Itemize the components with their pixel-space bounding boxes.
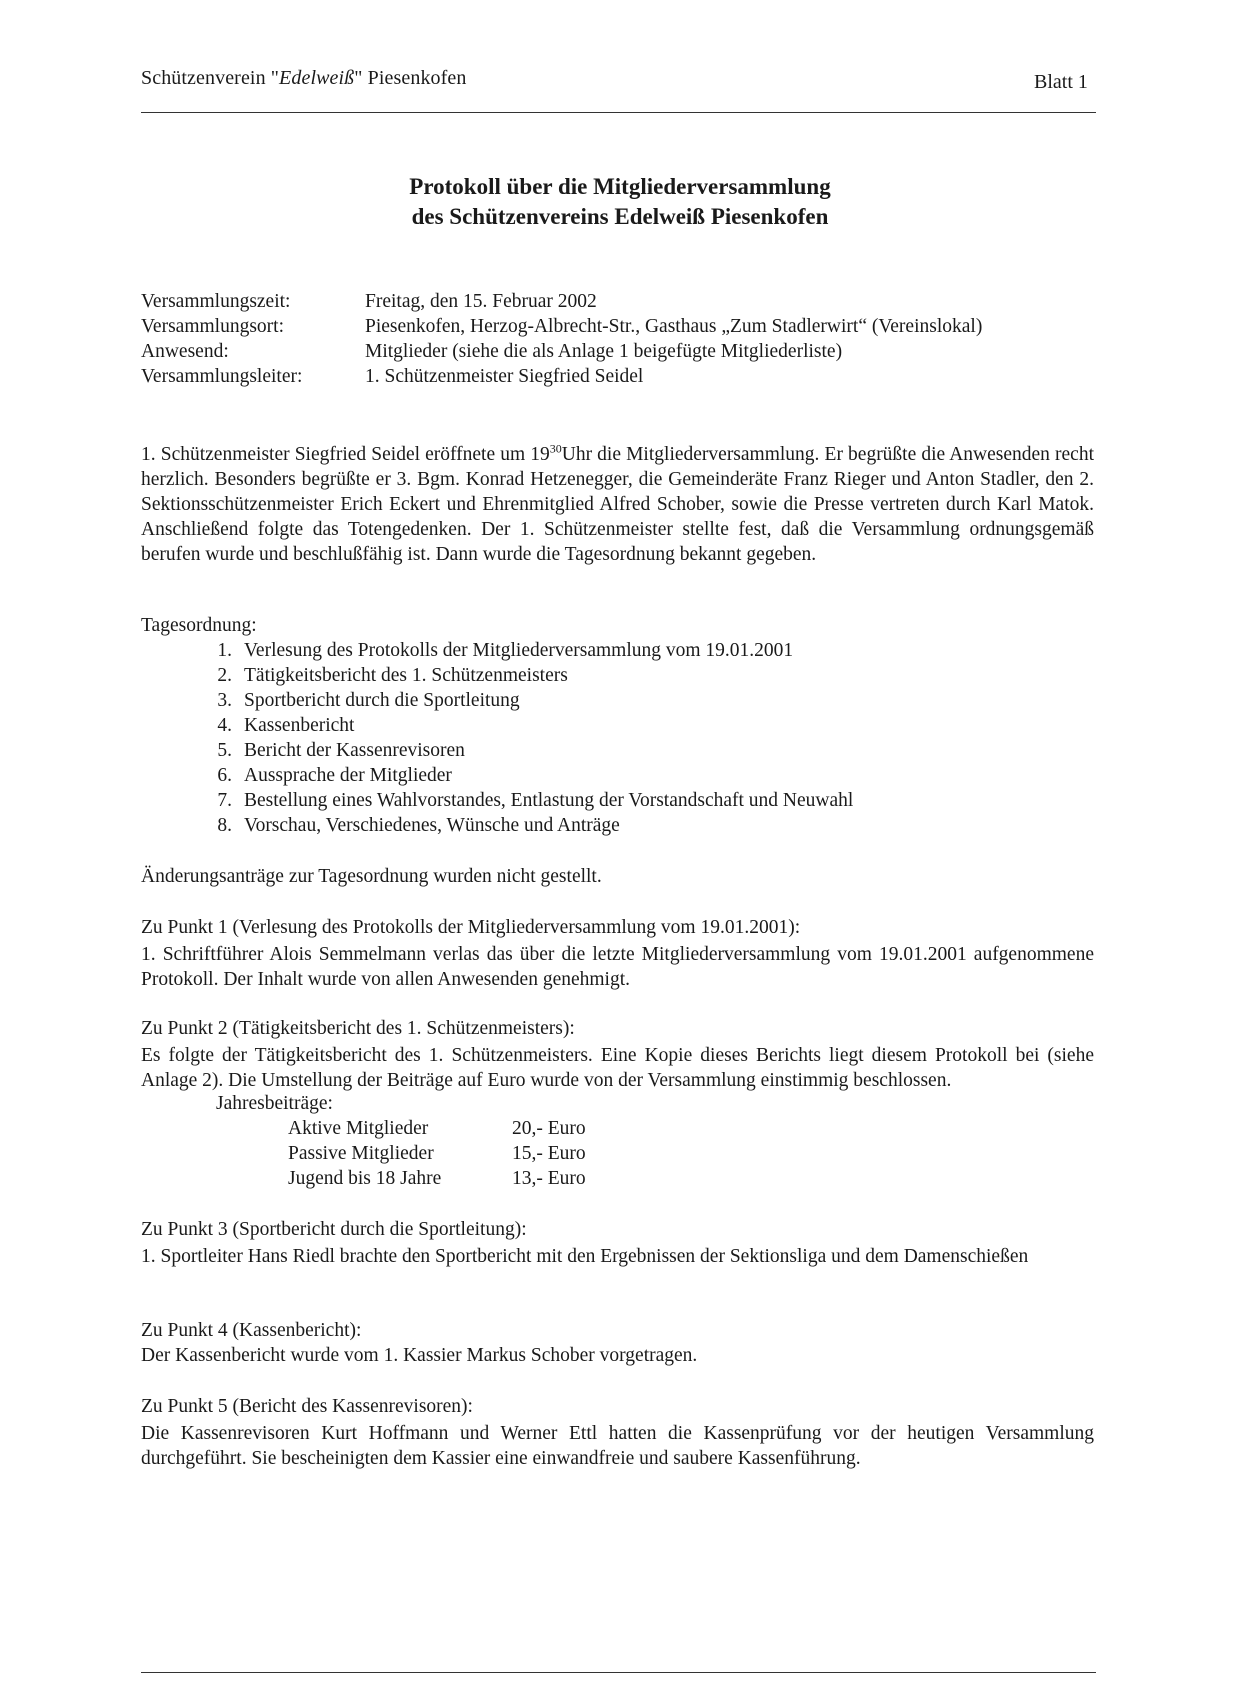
agenda-item-text: Sportbericht durch die Sportleitung bbox=[244, 690, 520, 711]
point5-body: Die Kassenrevisoren Kurt Hoffmann und Werner Ettl hatten die Kassenprüfung vor der heutigen Versammlung durchgeführt. Sie bescheinigten dem Kassier eine einwandfreie und saubere Kassenführung. bbox=[141, 1423, 1094, 1469]
meta-value-present: Mitglieder (siehe die als Anlage 1 beigefügte Mitgliederliste) bbox=[365, 341, 843, 362]
point1-body: 1. Schriftführer Alois Semmelmann verlas das über die letzte Mitgliederversammlung vom 19.01.2001 aufgenommene Protokoll. Der Inhalt wurde von allen Anwesenden genehmigt. bbox=[141, 944, 1094, 990]
fee-amount: 13,- Euro bbox=[512, 1168, 586, 1189]
opening-text-part1: 1. Schützenmeister Siegfried Seidel eröffnete um 19 bbox=[141, 444, 550, 465]
meta-label-time: Versammlungszeit: bbox=[141, 291, 291, 312]
point3-body: 1. Sportleiter Hans Riedl brachte den Sportbericht mit den Ergebnissen der Sektionsliga und dem Damenschießen bbox=[141, 1246, 1029, 1267]
meta-value-chair: 1. Schützenmeister Siegfried Seidel bbox=[365, 366, 644, 387]
opening-text-part2: Uhr die Mitgliederversammlung. Er begrüßte die Anwesenden recht herzlich. Besonders begrüßte er 3. Bgm. Konrad Hetzenegger, die Gemeinderäte Franz Rieger und Anton Stadler, den 2. Sektionsschützenmeister Erich Eckert und Ehrenmitglied Alfred Schober, sowie die Presse vertreten durch Karl Matok. Anschließend folgte das Totengedenken. Der 1. Schützenmeister stellte fest, daß die Versammlung ordnungsgemäß berufen wurde und beschlußfähig ist. Dann wurde die Tagesordnung bekannt gegeben. bbox=[141, 444, 1094, 565]
point5-heading: Zu Punkt 5 (Bericht des Kassenrevisoren): bbox=[141, 1396, 473, 1417]
header-org-italic: Edelweiß bbox=[279, 67, 355, 89]
agenda-item-text: Bericht der Kassenrevisoren bbox=[244, 740, 465, 761]
header-rule bbox=[141, 112, 1096, 113]
meta-label-place: Versammlungsort: bbox=[141, 316, 284, 337]
agenda-item-number: 3. bbox=[217, 690, 232, 711]
header-org-suffix: " Piesenkofen bbox=[354, 67, 467, 89]
agenda-item-number: 2. bbox=[217, 665, 232, 686]
document-title-line1: Protokoll über die Mitgliederversammlung bbox=[409, 174, 831, 199]
point3-heading: Zu Punkt 3 (Sportbericht durch die Sportleitung): bbox=[141, 1219, 527, 1240]
agenda-item-text: Verlesung des Protokolls der Mitgliederversammlung vom 19.01.2001 bbox=[244, 640, 794, 661]
opening-paragraph bbox=[141, 442, 1094, 567]
point4-body: Der Kassenbericht wurde vom 1. Kassier Markus Schober vorgetragen. bbox=[141, 1345, 698, 1366]
footer-rule bbox=[141, 1672, 1096, 1673]
fee-amount: 20,- Euro bbox=[512, 1118, 586, 1139]
point2-body: Es folgte der Tätigkeitsbericht des 1. Schützenmeisters. Eine Kopie dieses Berichts liegt diesem Protokoll bei (siehe Anlage 2). Die Umstellung der Beiträge auf Euro wurde von der Versammlung einstimmig beschlossen. bbox=[141, 1045, 1094, 1091]
meta-label-present: Anwesend: bbox=[141, 341, 229, 362]
meta-value-place: Piesenkofen, Herzog-Albrecht-Str., Gasthaus „Zum Stadlerwirt“ (Vereinslokal) bbox=[365, 316, 983, 337]
header-org-prefix: Schützenverein " bbox=[141, 67, 280, 89]
meta-label-chair: Versammlungsleiter: bbox=[141, 366, 303, 387]
point4-heading: Zu Punkt 4 (Kassenbericht): bbox=[141, 1320, 362, 1341]
meta-value-time: Freitag, den 15. Februar 2002 bbox=[365, 291, 597, 312]
document-title-line2: des Schützenvereins Edelweiß Piesenkofen bbox=[411, 204, 829, 229]
agenda-item-text: Vorschau, Verschiedenes, Wünsche und Anträge bbox=[244, 815, 620, 836]
agenda-item-number: 5. bbox=[217, 740, 232, 761]
fee-category: Aktive Mitglieder bbox=[288, 1118, 429, 1139]
agenda-item-text: Kassenbericht bbox=[244, 715, 355, 736]
sheet-number: Blatt 1 bbox=[1034, 71, 1088, 93]
point2-heading: Zu Punkt 2 (Tätigkeitsbericht des 1. Schützenmeisters): bbox=[141, 1018, 575, 1039]
header-organization bbox=[141, 67, 467, 90]
fees-heading: Jahresbeiträge: bbox=[216, 1093, 333, 1114]
agenda-item-number: 7. bbox=[217, 790, 232, 811]
fee-category: Passive Mitglieder bbox=[288, 1143, 434, 1164]
amendments-note: Änderungsanträge zur Tagesordnung wurden nicht gestellt. bbox=[141, 866, 602, 887]
agenda-item-text: Aussprache der Mitglieder bbox=[244, 765, 452, 786]
agenda-item-text: Tätigkeitsbericht des 1. Schützenmeisters bbox=[244, 665, 568, 686]
agenda-item-number: 1. bbox=[217, 640, 232, 661]
agenda-heading: Tagesordnung: bbox=[141, 615, 257, 636]
opening-time-superscript: 30 bbox=[549, 441, 562, 456]
agenda-item-number: 4. bbox=[217, 715, 232, 736]
fee-category: Jugend bis 18 Jahre bbox=[288, 1168, 442, 1189]
agenda-item-number: 8. bbox=[217, 815, 232, 836]
agenda-item-number: 6. bbox=[217, 765, 232, 786]
point1-heading: Zu Punkt 1 (Verlesung des Protokolls der Mitgliederversammlung vom 19.01.2001): bbox=[141, 917, 801, 938]
agenda-item-text: Bestellung eines Wahlvorstandes, Entlastung der Vorstandschaft und Neuwahl bbox=[244, 790, 854, 811]
fee-amount: 15,- Euro bbox=[512, 1143, 586, 1164]
